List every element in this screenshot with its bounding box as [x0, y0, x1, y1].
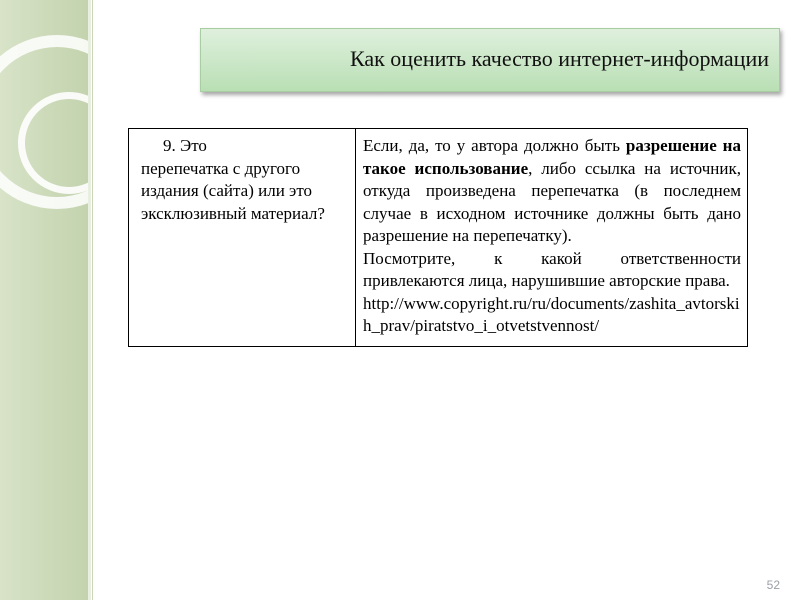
- decorative-band-edge: [88, 0, 91, 600]
- answer-text-end: , либо ссылка на источник, откуда произведена перепечатка (в последнем случае в исходном источнике должны быть дано разрешение на перепечатку).: [363, 158, 741, 245]
- question-number-line: 9. Это: [163, 136, 207, 155]
- answer-bold-phrase: разрешение на такое использование: [363, 136, 741, 178]
- slide-title: Как оценить качество интернет-информации: [349, 46, 769, 71]
- question-cell: [129, 129, 356, 347]
- question-text: перепечатка с другого издания (сайта) или это эксклюзивный материал?: [141, 158, 325, 223]
- decorative-left-band: [0, 0, 88, 600]
- info-table: [128, 128, 748, 347]
- decorative-band-edge-line: [92, 0, 93, 600]
- decorative-ring-small: [18, 92, 120, 194]
- answer-url: http://www.copyright.ru/ru/documents/zashita_avtorskih_prav/piratstvo_i_otvetstvennost/: [363, 293, 740, 335]
- answer-cell: [356, 129, 748, 347]
- table-row: [129, 129, 748, 347]
- answer-paragraph-2: Посмотрите, к какой ответственности привлекаются лица, нарушившие авторские права.: [363, 248, 741, 290]
- slide-title-box: [200, 28, 780, 92]
- answer-text-start: Если, да, то у автора должно быть: [363, 136, 626, 155]
- page-number: 52: [766, 578, 780, 592]
- answer-paragraph-1: [363, 135, 741, 248]
